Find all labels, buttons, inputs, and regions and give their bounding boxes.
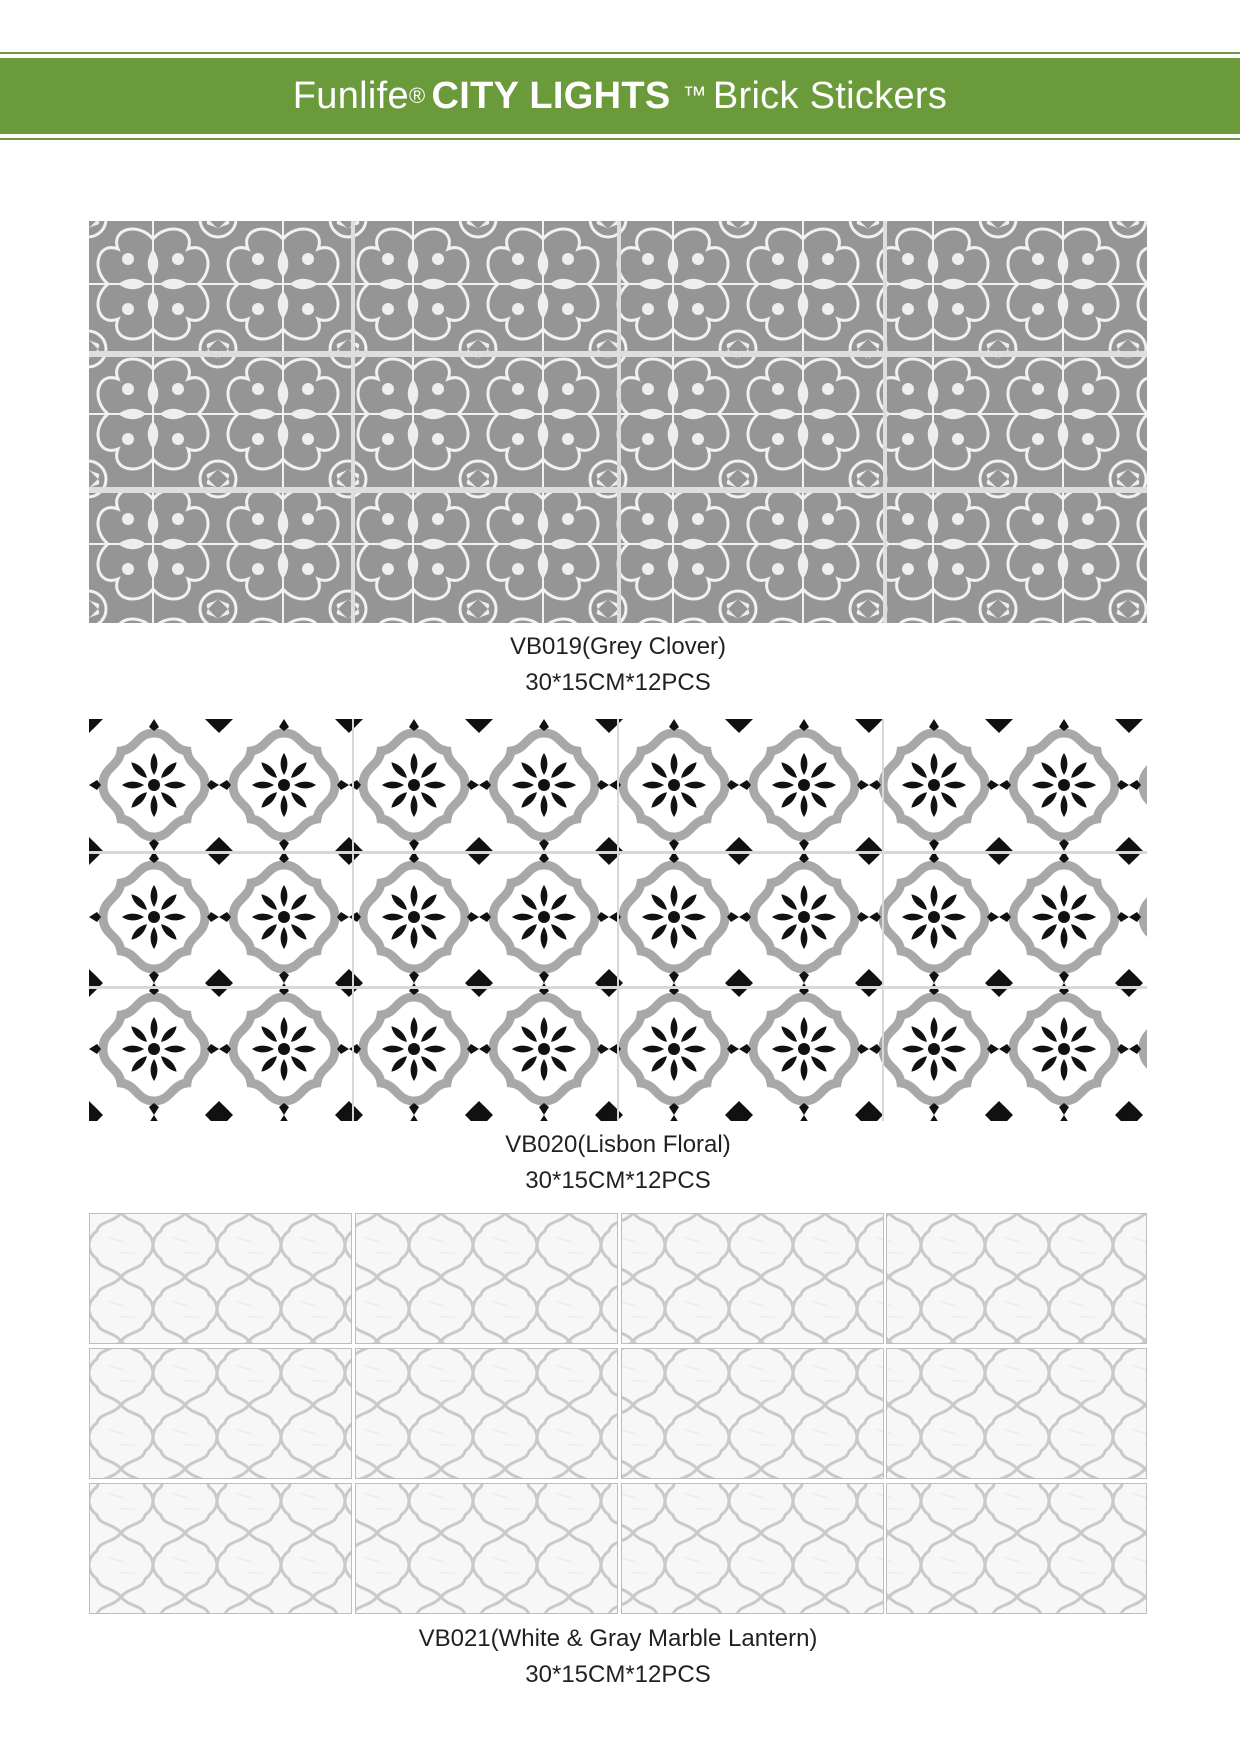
product-name: VB019(Grey Clover) xyxy=(509,633,727,660)
tile-grid-clover xyxy=(89,221,1147,623)
product-name: VB020(Lisbon Floral) xyxy=(505,1131,731,1158)
tile-grid-lantern xyxy=(89,1213,1147,1615)
tile-grid-floral xyxy=(89,719,1147,1121)
header-top-rule xyxy=(0,52,1240,54)
product-spec: 30*15CM*12PCS xyxy=(525,669,711,696)
tile-row xyxy=(90,1484,1147,1614)
brand-name: Funlife xyxy=(292,74,409,117)
registered-mark: ® xyxy=(408,83,426,108)
series-name: CITY LIGHTS xyxy=(431,74,671,117)
header-bottom-rule xyxy=(0,138,1240,140)
product-name: VB021(White & Gray Marble Lantern) xyxy=(418,1625,818,1652)
trademark-mark: ™ xyxy=(682,82,707,109)
product-spec: 30*15CM*12PCS xyxy=(525,1167,711,1194)
tile-row xyxy=(90,1349,1147,1479)
header-subtitle: Brick Stickers xyxy=(712,74,948,117)
product-spec: 30*15CM*12PCS xyxy=(525,1661,711,1688)
header-title xyxy=(0,58,1240,134)
product-vb021 xyxy=(89,1213,1147,1693)
product-vb019 xyxy=(89,221,1147,701)
tile-row xyxy=(90,1214,1147,1344)
product-vb020 xyxy=(89,719,1147,1199)
header-banner xyxy=(0,52,1240,142)
